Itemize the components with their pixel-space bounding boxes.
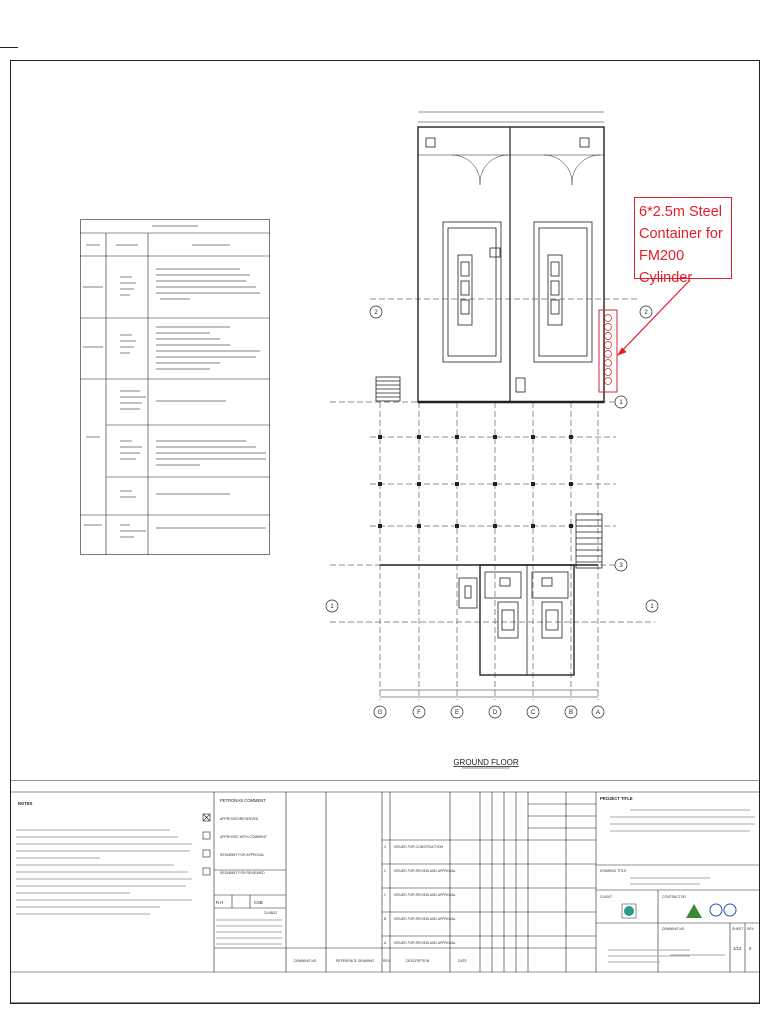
notes-heading: NOTES <box>18 801 33 806</box>
col-drawing-no: DRAWING NO. <box>294 959 318 963</box>
grid-label-c: C <box>530 710 536 716</box>
col-date: DATE <box>458 959 467 963</box>
fm200-callout <box>634 197 732 286</box>
grid-label-e: E <box>454 710 460 716</box>
grid-label-1-right: 1 <box>650 604 654 610</box>
col-reference: REFERENCE DRAWING <box>336 959 375 963</box>
rev-code-3: 3 <box>384 845 386 849</box>
sign-date: 21/08/22 <box>264 911 278 915</box>
review-option-approved: APPROVED/RESERVED <box>220 817 259 821</box>
revision-3: ISSUED FOR CONSTRUCTION <box>394 845 443 849</box>
grid-label-b: B <box>568 710 574 716</box>
grid-label-1-mid: 1 <box>619 400 623 406</box>
sign-company: CSB <box>254 900 263 905</box>
contractor-logo-icon <box>686 904 736 918</box>
grid-label-a: A <box>595 710 601 716</box>
callout-line-3: FM200 Cylinder <box>639 248 693 286</box>
grid-label-2-left: 2 <box>374 310 378 316</box>
rev-code-2: 2 <box>384 869 386 873</box>
col-description: DESCRIPTION <box>406 959 430 963</box>
client-logo-icon <box>622 904 636 918</box>
grid-label-d: D <box>492 710 498 716</box>
review-option-resubmit-review: RESUBMIT FOR REVIEWED <box>220 871 265 875</box>
rev-heading: REV <box>747 927 754 931</box>
sheet-heading: SHEET <box>732 927 744 931</box>
rev-code-b: B <box>384 917 387 921</box>
callout-line-2: Container for <box>639 226 723 242</box>
grid-label-f: F <box>417 710 421 716</box>
title-block <box>10 780 760 1004</box>
grid-label-3: 3 <box>619 563 623 569</box>
drawing-title-heading: DRAWING TITLE <box>600 869 627 873</box>
plan-title: GROUND FLOOR <box>453 758 519 767</box>
rev-code-a: A <box>384 941 387 945</box>
revision-b: ISSUED FOR REVIEW AND APPROVAL <box>394 917 456 921</box>
col-rev: REV <box>383 959 390 963</box>
rev-value: 0 <box>749 946 752 951</box>
review-option-comment: APPROVED WITH COMMENT <box>220 835 267 839</box>
project-title-heading: PROJECT TITLE <box>600 796 633 801</box>
grid-label-g: G <box>377 710 383 716</box>
revision-2: ISSUED FOR REVIEW AND APPROVAL <box>394 869 456 873</box>
client-heading: CLIENT <box>600 895 613 899</box>
finish-schedule-table <box>80 219 270 555</box>
review-option-resubmit-approval: RESUBMIT FOR APPROVAL <box>220 853 265 857</box>
revision-a: ISSUED FOR REVIEW AND APPROVAL <box>394 941 456 945</box>
contractor-heading: CONTRACTOR <box>662 895 686 899</box>
sign-name: R.H <box>216 900 224 905</box>
grid-label-2-right: 2 <box>644 310 648 316</box>
grid-label-1-left: 1 <box>330 604 334 610</box>
callout-line-1: 6*2.5m Steel <box>639 204 723 220</box>
review-heading: PETRONAS COMMENT <box>220 798 266 803</box>
rev-code-1: 1 <box>384 893 386 897</box>
revision-1: ISSUED FOR REVIEW AND APPROVAL <box>394 893 456 897</box>
sheet-value: 1/13 <box>733 946 742 951</box>
drawing-no-heading: DRAWING NO. <box>662 927 686 931</box>
